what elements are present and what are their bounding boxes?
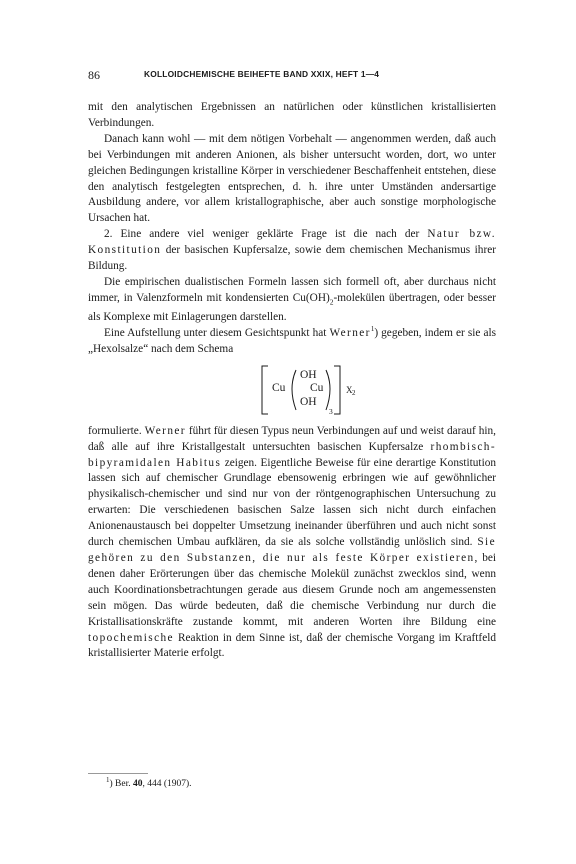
text: führt für diesen Typus neun Verbindungen auf und weist darauf hin, daß alle auf ihre Kristallgestalt untersuchten basischen Kupfersalze bbox=[88, 424, 497, 453]
formula-metal-left: Cu bbox=[272, 381, 286, 394]
spaced-term: Sie gehören zu den Substanzen, die nur als feste Körper existieren bbox=[88, 536, 496, 564]
paragraph-5 bbox=[88, 326, 496, 358]
paragraph-1: mit den analytischen Ergebnissen an natürlichen oder künstlichen kristallisierten Verbindungen. bbox=[88, 101, 496, 129]
formula-metal-right: Cu bbox=[310, 381, 324, 394]
text: , 444 (1907). bbox=[142, 779, 192, 789]
text: formulierte. bbox=[88, 424, 142, 437]
running-head: KOLLOIDCHEMISCHE BEIHEFTE BAND XXIX, HEFT 1—4 bbox=[144, 69, 380, 79]
footnote-ref: 1 bbox=[370, 325, 375, 334]
hexol-formula bbox=[88, 360, 496, 424]
page-header bbox=[88, 68, 488, 82]
text: Eine Aufstellung unter diesem Gesichtspunkt hat bbox=[104, 326, 330, 339]
spaced-term: Natur bzw. Konstitution bbox=[88, 228, 496, 257]
text: zeigen. Eigentliche Beweise für eine derartige Konstitution lassen sich auf chemischer Grundlage ebensowenig erbringen wie auf gewöhnlicher physikalisch-chemischer und sind nur von der röntgenographischen Untersuchung zu erwarten: Die verschiedenen basischen Salze lassen sich nicht durch einfachen Anionenaustausch bei doppelter Umsetzung ineinander überführen und auch nicht sonst durch chemischen Umbau aufklären, da sie als solche vollständig unlöslich sind. bbox=[88, 456, 497, 549]
text: Die empirischen dualistischen Formeln lassen sich formell oft, aber durchaus nicht immer, in Valenzformeln mit kondensierten Cu(OH) bbox=[88, 275, 496, 304]
footnote-mark: 1 bbox=[106, 775, 110, 784]
formula-anion: X bbox=[346, 384, 353, 395]
text: der basischen Kupfersalze, sowie dem chemischen Mechanismus ihrer Bildung. bbox=[88, 244, 496, 273]
body-text bbox=[88, 100, 496, 662]
text: ) Ber. bbox=[109, 779, 133, 789]
text: 2. Eine andere viel weniger geklärte Frage ist die nach der bbox=[104, 228, 428, 241]
paragraph-6 bbox=[88, 424, 496, 663]
spaced-term: rhombisch-bipyramidalen Habitus bbox=[88, 440, 496, 469]
author-name: Werner bbox=[144, 424, 186, 437]
page-number: 86 bbox=[88, 68, 100, 82]
paragraph-4 bbox=[88, 275, 496, 326]
paragraph-2: Danach kann wohl — mit dem nötigen Vorbehalt — angenommen werden, daß auch bei Verbindungen mit anderen Anionen, als bisher untersucht worden, dort, wo unter gleichen Bedingungen kristalline Körper in verschiedener Beschaffenheit entstehen, diese den analytisch festgelegten entsprechen, d. h. ihre unter Umständen andersartige Ausbildung andere, vor allem kristallographische, aber auch sonstige morphologische Ursachen hat. bbox=[88, 132, 496, 225]
text: Reaktion in dem Sinne ist, daß der chemische Vorgang im Kraftfeld kristallisierter Materie erfolgt. bbox=[88, 631, 496, 660]
formula-brackets bbox=[88, 360, 496, 424]
volume: 40 bbox=[132, 779, 143, 789]
spaced-term: topochemische bbox=[88, 631, 174, 644]
paragraph-3 bbox=[88, 227, 496, 275]
text: -molekülen übertragen, oder besser als Komplexe mit Einlagerungen darstellen. bbox=[88, 291, 496, 324]
formula-anion-subscript: 2 bbox=[352, 388, 356, 397]
text: , bei denen daher Erörterungen über das chemische Molekül zunächst zwecklos sind, wenn auch Koordinationsbetrachtungen gerade aus diesem Grunde noch am angemessensten sein mögen. Das würde bedeuten, daß die chemische Verbindung nur durch die Kristallisationskräfte zustande kommt, mit anderen Worten ihre Bildung eine bbox=[88, 552, 497, 628]
footnote bbox=[106, 775, 192, 789]
subscript: 2 bbox=[329, 297, 334, 307]
formula-outer-subscript: 3 bbox=[329, 406, 333, 416]
footnote-rule bbox=[88, 773, 148, 774]
formula-ligand-bottom: OH bbox=[300, 395, 317, 408]
text: ) gegeben, indem er sie als „Hexolsalze“ nach dem Schema bbox=[88, 326, 496, 355]
author-name: Werner bbox=[329, 326, 371, 339]
formula-ligand-top: OH bbox=[300, 368, 317, 381]
